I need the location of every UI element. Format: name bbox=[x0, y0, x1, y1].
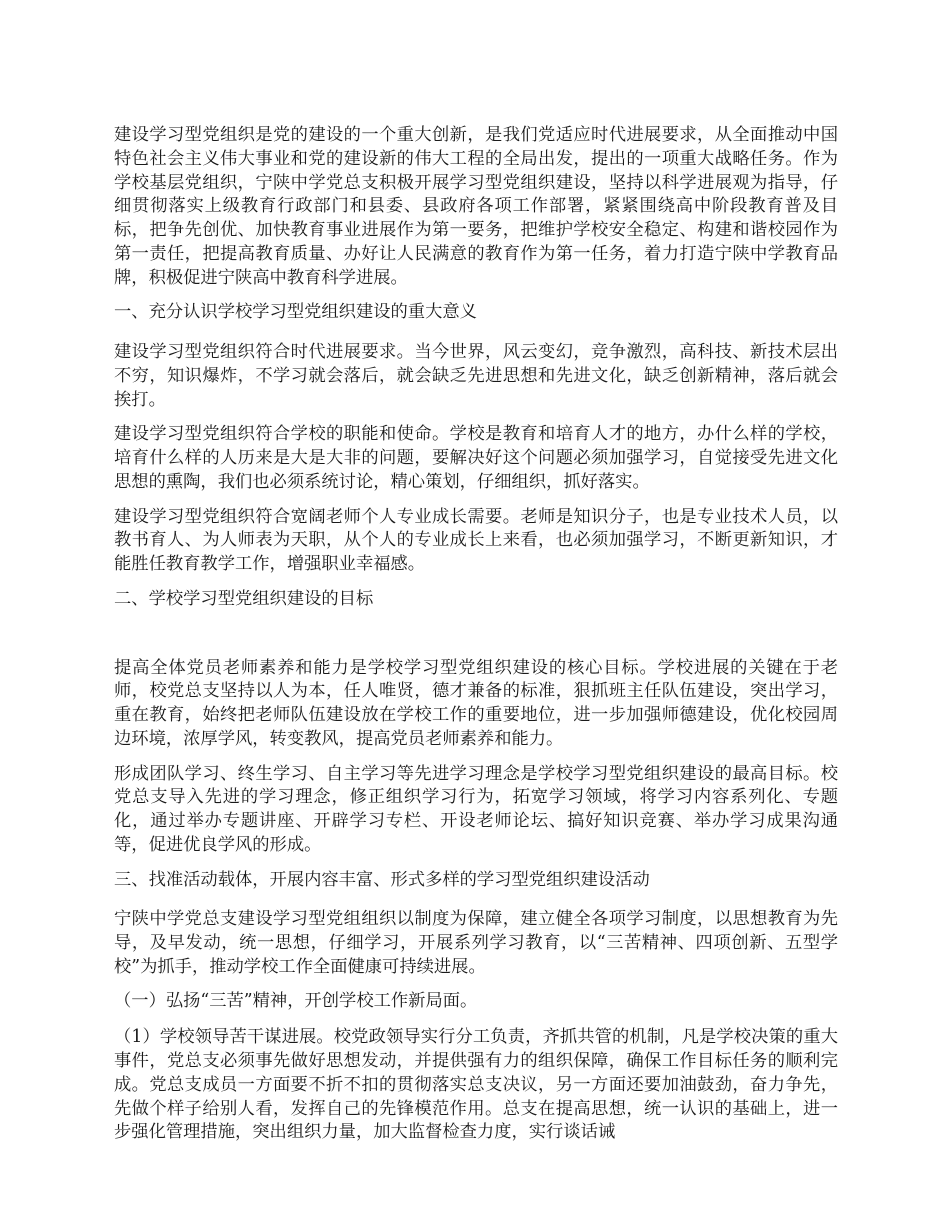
section-3-heading: 三、找准活动载体，开展内容丰富、形式多样的学习型党组织建设活动 bbox=[114, 869, 650, 890]
section-3-subheading-1: （一）弘扬“三苦”精神，开创学校工作新局面。 bbox=[114, 991, 478, 1012]
section-2-paragraph-1: 提高全体党员老师素养和能力是学校学习型党组织建设的核心目标。学校进展的关键在于老师，校党总支坚持以人为本，任人唯贤，德才兼备的标准，狠抓班主任队伍建设，突出学习，重在教育，始终把老师队伍建设放在学校工作的重要地位，进一步加强师德建设，优化校园周边环境，浓厚学风，转变教风，提高党员老师素养和能力。 bbox=[114, 657, 838, 749]
section-1-paragraph-1: 建设学习型党组织符合时代进展要求。当今世界，风云变幻，竞争激烈，高科技、新技术层出不穷，知识爆炸，不学习就会落后，就会缺乏先进思想和先进文化，缺乏创新精神，落后就会挨打。 bbox=[114, 342, 838, 410]
section-2-heading: 二、学校学习型党组织建设的目标 bbox=[114, 588, 374, 609]
intro-paragraph: 建设学习型党组织是党的建设的一个重大创新，是我们党适应时代进展要求，从全面推动中国特色社会主义伟大事业和党的建设新的伟大工程的全局出发，提出的一项重大战略任务。作为学校基层党组织，宁陕中学党总支积极开展学习型党组织建设，坚持以科学进展观为指导，仔细贯彻落实上级教育行政部门和县委、县政府各项工作部署，紧紧围绕高中阶段教育普及目标，把争先创优、加快教育事业进展作为第一要务，把维护学校安全稳定、构建和谐校园作为第一责任，把提高教育质量、办好让人民满意的教育作为第一任务，着力打造宁陕中学教育品牌，积极促进宁陕高中教育科学进展。 bbox=[114, 125, 838, 288]
section-1-heading: 一、充分认识学校学习型党组织建设的重大意义 bbox=[114, 302, 477, 323]
section-1-paragraph-3: 建设学习型党组织符合宽阔老师个人专业成长需要。老师是知识分子，也是专业技术人员，以教书育人、为人师表为天职，从个人的专业成长上来看，也必须加强学习，不断更新知识，才能胜任教育教学工作，增强职业幸福感。 bbox=[114, 506, 838, 575]
section-2-paragraph-2: 形成团队学习、终生学习、自主学习等先进学习理念是学校学习型党组织建设的最高目标。校党总支导入先进的学习理念，修正组织学习行为，拓宽学习领域，将学习内容系列化、专题化，通过举办专题讲座、开辟学习专栏、开设老师论坛、搞好知识竞赛、举办学习成果沟通等，促进优良学风的形成。 bbox=[114, 763, 838, 855]
section-3-paragraph-1: 宁陕中学党总支建设学习型党组组织以制度为保障，建立健全各项学习制度，以思想教育为先导，及早发动，统一思想，仔细学习，开展系列学习教育，以“三苦精神、四项创新、五型学校”为抓手，推动学校工作全面健康可持续进展。 bbox=[114, 909, 838, 977]
section-3-sub-1-paragraph-1: （1）学校领导苦干谋进展。校党政领导实行分工负责，齐抓共管的机制，凡是学校决策的重大事件，党总支必须事先做好思想发动，并提供强有力的组织保障，确保工作目标任务的顺利完成。党总支成员一方面要不折不扣的贯彻落实总支决议，另一方面还要加油鼓劲，奋力争先，先做个样子给别人看，发挥自己的先锋模范作用。总支在提高思想，统一认识的基础上，进一步强化管理措施，突出组织力量，加大监督检查力度，实行谈话诫 bbox=[114, 1027, 838, 1143]
document-page bbox=[114, 124, 838, 1156]
section-1-paragraph-2: 建设学习型党组织符合学校的职能和使命。学校是教育和培育人才的地方，办什么样的学校，培育什么样的人历来是大是大非的问题，要解决好这个问题必须加强学习，自觉接受先进文化思想的熏陶，我们也必须系统讨论，精心策划，仔细组织，抓好落实。 bbox=[114, 424, 838, 492]
